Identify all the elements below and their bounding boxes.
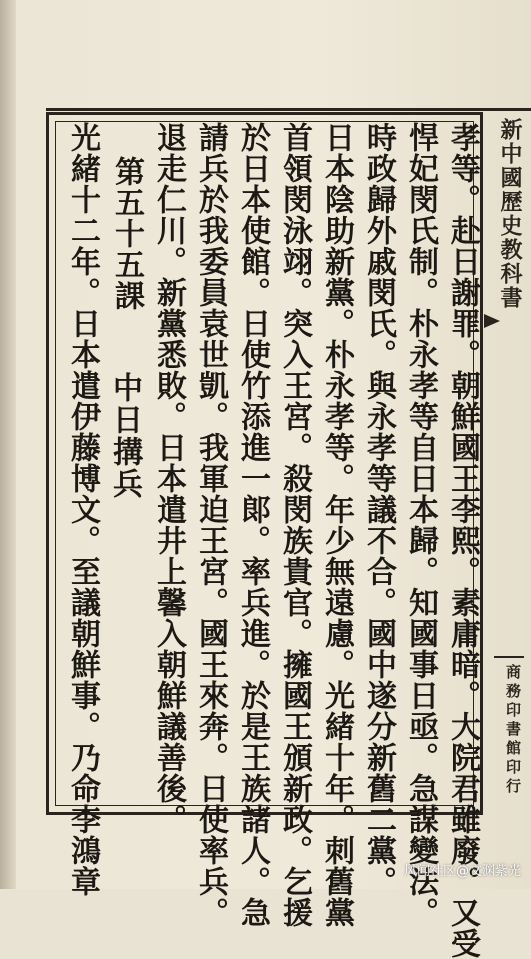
- text-column-4: 日本陰助新黨。朴永孝等。年少無遠慮。光緒十年。刺舊黨: [319, 122, 354, 928]
- text-column-10: 光緒十二年。日本遣伊藤博文。至議朝鮮事。乃命李鴻章: [65, 122, 100, 897]
- watermark: 风闻社区@文渊紫光: [403, 864, 521, 879]
- book-title: 新中國歷史教科書: [497, 118, 523, 310]
- text-column-6: 於日本使館。日使竹添進一郞。率兵進。於是王族諸人。急: [235, 122, 270, 928]
- text-column-3: 時政歸外戚閔氏。與永孝等議不合。國中遂分新舊二黨。: [361, 122, 396, 897]
- top-border-line: [46, 108, 531, 111]
- text-column-1: 孝等。赴日謝罪。朝鮮國王李熙。素庸暗。大院君雖廢。又受: [445, 122, 480, 959]
- lesson-title: 中日搆兵: [107, 372, 142, 500]
- text-column-8: 退走仁川。新黨悉敗。日本遣井上馨入朝鮮議善後。: [151, 122, 186, 835]
- publisher-label: 商務印書館印行: [494, 656, 524, 797]
- text-column-2: 悍妃閔氏制。朴永孝等自日本歸。知國事日亟。急謀變法。: [403, 122, 438, 928]
- lesson-number: 第五十五課: [109, 156, 144, 311]
- text-column-7: 請兵於我委員袁世凱。我軍迫王宮。國王來奔。日使率兵。: [193, 122, 228, 928]
- text-column-5: 首領閔泳翊。突入王宮。殺閔族貴官。擁國王頒新政。乞援: [277, 122, 312, 928]
- book-spine-shadow: [0, 0, 16, 889]
